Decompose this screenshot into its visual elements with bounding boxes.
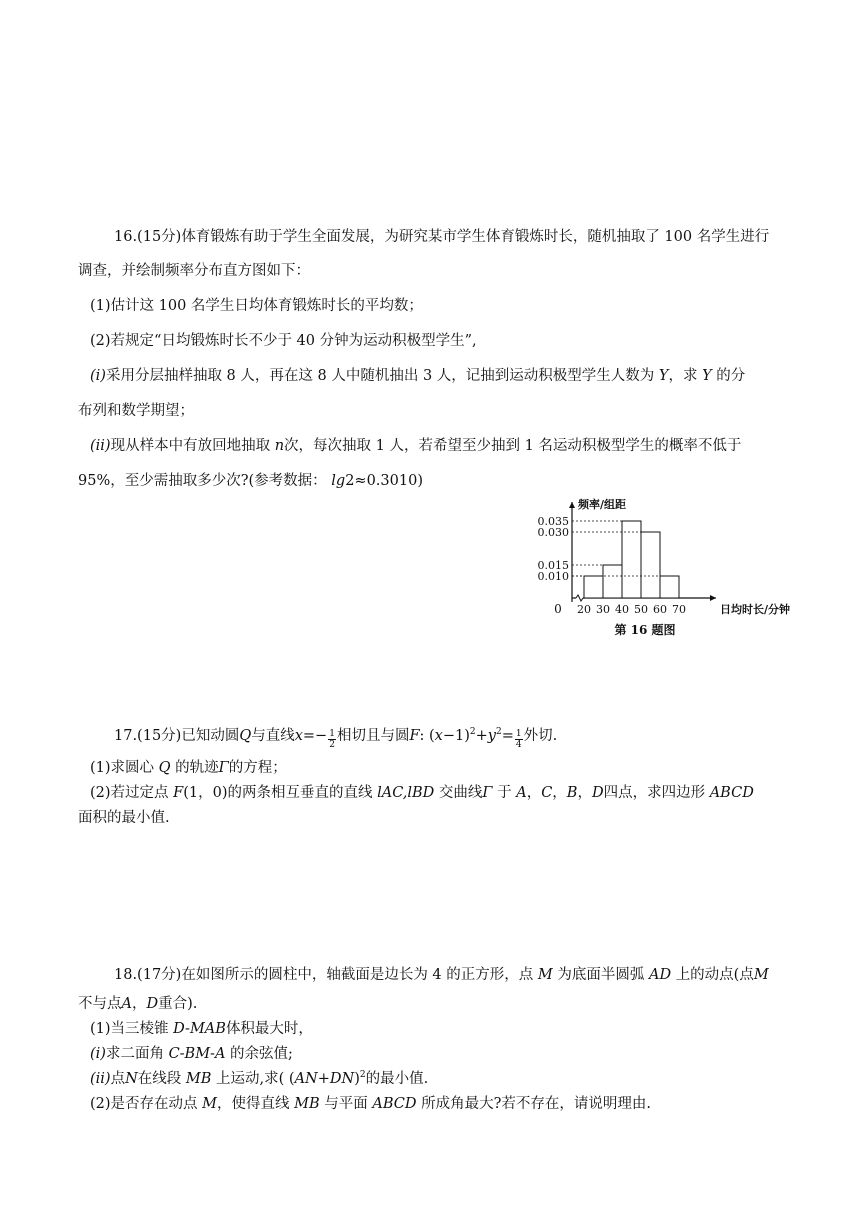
- q16-part2-i-text2: ，求: [668, 368, 698, 384]
- q17-plus: +: [475, 728, 488, 744]
- q17-p2-f: F: [173, 785, 184, 801]
- q18-part1-ii: [90, 1069, 428, 1089]
- q18-p2-text4: 所成角最大?若不存在，请说明理由.: [421, 1096, 651, 1112]
- q17-var-f: F: [409, 728, 420, 744]
- q17-p2-c: C: [541, 785, 553, 801]
- q18-stem-text3: 上的动点(点: [675, 967, 754, 983]
- y-axis-label: 频率/组距: [578, 498, 627, 511]
- q18-p2-text2: ，使得直线: [217, 1096, 290, 1112]
- q18-pii-text2: 在线段: [137, 1071, 182, 1087]
- q16-var-y2: Y: [702, 368, 712, 384]
- q18-stem-text2: 为底面半圆弧: [557, 967, 645, 983]
- q18-stem-b1: 不与点: [78, 996, 122, 1012]
- q16-part2-i-label: (i): [90, 368, 106, 384]
- q17-p2-text4: 于: [497, 785, 512, 801]
- chart-labels: [538, 497, 791, 637]
- q18-pi-text2: 的余弦值;: [230, 1046, 293, 1062]
- y-tick-label: 0.035: [537, 515, 569, 528]
- q16-part2-i-text3: 的分: [716, 368, 746, 384]
- y-axis-arrow: [569, 502, 575, 508]
- q16-part1: (1)估计这 100 名学生日均体育锻炼时长的平均数；: [90, 298, 423, 314]
- q17-sup2: 2: [496, 727, 502, 737]
- q17-p2-b: B: [566, 785, 578, 801]
- q18-pi-text1: 求二面角: [105, 1046, 164, 1062]
- q17-p1-text2: 的轨迹: [175, 760, 219, 776]
- histogram-bar: [603, 565, 622, 598]
- histogram-bar: [622, 521, 641, 598]
- q17-stem-text8: 外切.: [523, 728, 558, 744]
- q17-var-y: y: [487, 728, 496, 744]
- q17-p1-text1: (1)求圆心: [90, 760, 155, 776]
- q18-pii-sup: 2: [359, 1070, 366, 1080]
- q16-part2-ii-text: 现从样本中有放回地抽取: [110, 438, 271, 454]
- chart-bars: [572, 521, 679, 598]
- q17-part1: [90, 758, 287, 778]
- q18-p1-text1: (1)当三棱锥: [90, 1021, 169, 1037]
- q16-stem-line1: 16.(15分)体育锻炼有助于学生全面发展，为研究某市学生体育锻炼时长，随机抽取了 100 名学生进行: [114, 229, 770, 245]
- q17-frac-half: [328, 729, 336, 750]
- q17-p2-c3: ，: [577, 785, 592, 801]
- q18-var-m: M: [537, 967, 553, 983]
- q18-var-a: A: [121, 996, 132, 1012]
- q18-stem-line1: [114, 965, 769, 985]
- q17-equals: =: [501, 728, 514, 744]
- q18-part1-i-label: (i): [90, 1046, 106, 1062]
- q18-part2: [90, 1094, 651, 1114]
- q16-ref-text: 95%，至少需抽取多少次?(参考数据：: [78, 473, 327, 489]
- q17-sup1: 2: [469, 727, 476, 737]
- q18-pii-text3: 上运动,求( (: [216, 1071, 295, 1087]
- q18-stem-b2: ，: [131, 996, 147, 1012]
- q16-ref-value: 2≈0.3010): [345, 473, 423, 489]
- q18-stem-line2: [78, 994, 197, 1014]
- q17-p1-text3: 的方程；: [228, 760, 287, 776]
- x-axis-break: [576, 595, 583, 601]
- histogram-bar: [660, 576, 679, 598]
- q17-frac-half-den: 2: [329, 740, 335, 750]
- y-tick-label: 0.010: [537, 570, 569, 583]
- q17-p2-text1: (2)若过定点: [90, 785, 169, 801]
- y-tick-label: 0.015: [537, 559, 569, 572]
- q18-p2-text1: (2)是否存在动点: [90, 1096, 198, 1112]
- q17-p2-c2: ，: [552, 785, 567, 801]
- x-tick-label: 30: [596, 603, 610, 616]
- q18-pii-text4: ): [354, 1071, 360, 1087]
- q17-p2-d: D: [591, 785, 604, 801]
- q17-p2-gamma: Γ: [482, 785, 493, 801]
- q18-p2-m: M: [202, 1096, 218, 1112]
- q16-part2-i-line1: [90, 366, 745, 386]
- q16-var-y: Y: [658, 368, 669, 384]
- x-tick-label: 40: [615, 603, 629, 616]
- q18-var-m2: M: [753, 967, 769, 983]
- histogram-bar: [584, 576, 603, 598]
- q16-part2: (2)若规定“日均锻炼时长不少于 40 分钟为运动积极型学生”,: [90, 333, 477, 349]
- q17-stem-text4: : (: [419, 728, 435, 744]
- q16-part2-ii-text2: 次，每次抽取 1 人，若希望至少抽到 1 名运动积极型学生的概率不低于: [284, 438, 742, 454]
- q16-var-n: n: [274, 438, 285, 454]
- q18-pii-mb: MB: [185, 1071, 212, 1087]
- q17-p2-text8: 四点，求四边形: [603, 785, 706, 801]
- q16-part2-i-line2: 布列和数学期望；: [78, 403, 194, 419]
- y-tick-label: 0.030: [537, 526, 569, 539]
- q17-part2-line1: [90, 783, 754, 803]
- x-tick-label: 70: [672, 603, 686, 616]
- q18-pii-expr: AN+DN: [294, 1071, 355, 1087]
- q16-part2-ii-line1: [90, 436, 741, 456]
- x-axis-arrow: [710, 595, 716, 601]
- q18-var-d: D: [146, 996, 159, 1012]
- histogram-bar: [641, 532, 660, 598]
- q17-stem-text1: 17.(15分)已知动圆: [114, 728, 240, 744]
- q18-pi-angle: C-BM-A: [168, 1046, 226, 1062]
- x-axis-label: 日均时长/分钟: [720, 603, 791, 616]
- q17-frac-quarter-den: 4: [515, 740, 522, 750]
- q17-p2-text2: (1，0)的两条相互垂直的直线: [183, 785, 373, 801]
- q18-p2-abcd: ABCD: [372, 1096, 417, 1112]
- q17-stem-text5: −1): [442, 728, 470, 744]
- q18-pii-text5: 的最小值.: [365, 1071, 429, 1087]
- x-tick-label: 20: [577, 603, 591, 616]
- q16-stem-line2: 调查，并绘制频率分布直方图如下：: [78, 263, 310, 279]
- histogram-chart: [520, 492, 800, 642]
- q18-pii-text1: 点: [110, 1071, 126, 1087]
- q18-p1-text2: 体积最大时，: [225, 1021, 313, 1037]
- q16-part2-i-text: 采用分层抽样抽取 8 人，再在这 8 人中随机抽出 3 人，记抽到运动积极型学生人数为: [105, 368, 655, 384]
- q18-pii-n: N: [125, 1071, 138, 1087]
- q18-p1-tetra: D-MAB: [173, 1021, 226, 1037]
- q17-p1-q: Q: [158, 760, 171, 776]
- q17-p2-text3: 交曲线: [438, 785, 483, 801]
- q17-var-q: Q: [239, 728, 252, 744]
- q17-frac-half-num: 1: [329, 729, 335, 739]
- chart-caption: 第 16 题图: [614, 623, 676, 637]
- q18-part1-ii-label: (ii): [90, 1071, 111, 1087]
- q16-ref-lg: lg: [331, 473, 346, 489]
- q17-p2-abcd: ABCD: [709, 785, 754, 801]
- q17-var-x2: x: [434, 728, 443, 744]
- q17-frac-quarter-num: 1: [515, 729, 522, 739]
- q18-stem-text1: 18.(17分)在如图所示的圆柱中，轴截面是边长为 4 的正方形，点: [114, 967, 534, 983]
- q17-eq: =−: [302, 728, 328, 744]
- q17-frac-quarter: [515, 729, 523, 750]
- q18-p2-text3: 与平面: [324, 1096, 368, 1112]
- q17-p1-gamma: Γ: [218, 760, 229, 776]
- q18-part1: [90, 1019, 313, 1039]
- q18-part1-i: [90, 1044, 293, 1064]
- q17-var-x: x: [294, 728, 303, 744]
- x-tick-label: 60: [653, 603, 667, 616]
- origin-label: 0: [554, 602, 562, 616]
- q17-stem-text3: 相切且与圆: [336, 728, 410, 744]
- q17-part2-line2: 面积的最小值.: [78, 810, 170, 826]
- q18-stem-b3: 重合).: [158, 996, 198, 1012]
- q17-p2-a: A: [516, 785, 527, 801]
- q16-part2-ii-line2: [78, 471, 423, 491]
- q17-stem-text2: 与直线: [251, 728, 295, 744]
- q18-p2-mb: MB: [294, 1096, 320, 1112]
- x-tick-label: 50: [634, 603, 648, 616]
- q17-stem: [114, 726, 557, 750]
- q18-var-ad: AD: [648, 967, 672, 983]
- q17-p2-lines: lAC,lBD: [377, 785, 435, 801]
- q16-part2-ii-label: (ii): [90, 438, 111, 454]
- q17-p2-c1: ，: [526, 785, 542, 801]
